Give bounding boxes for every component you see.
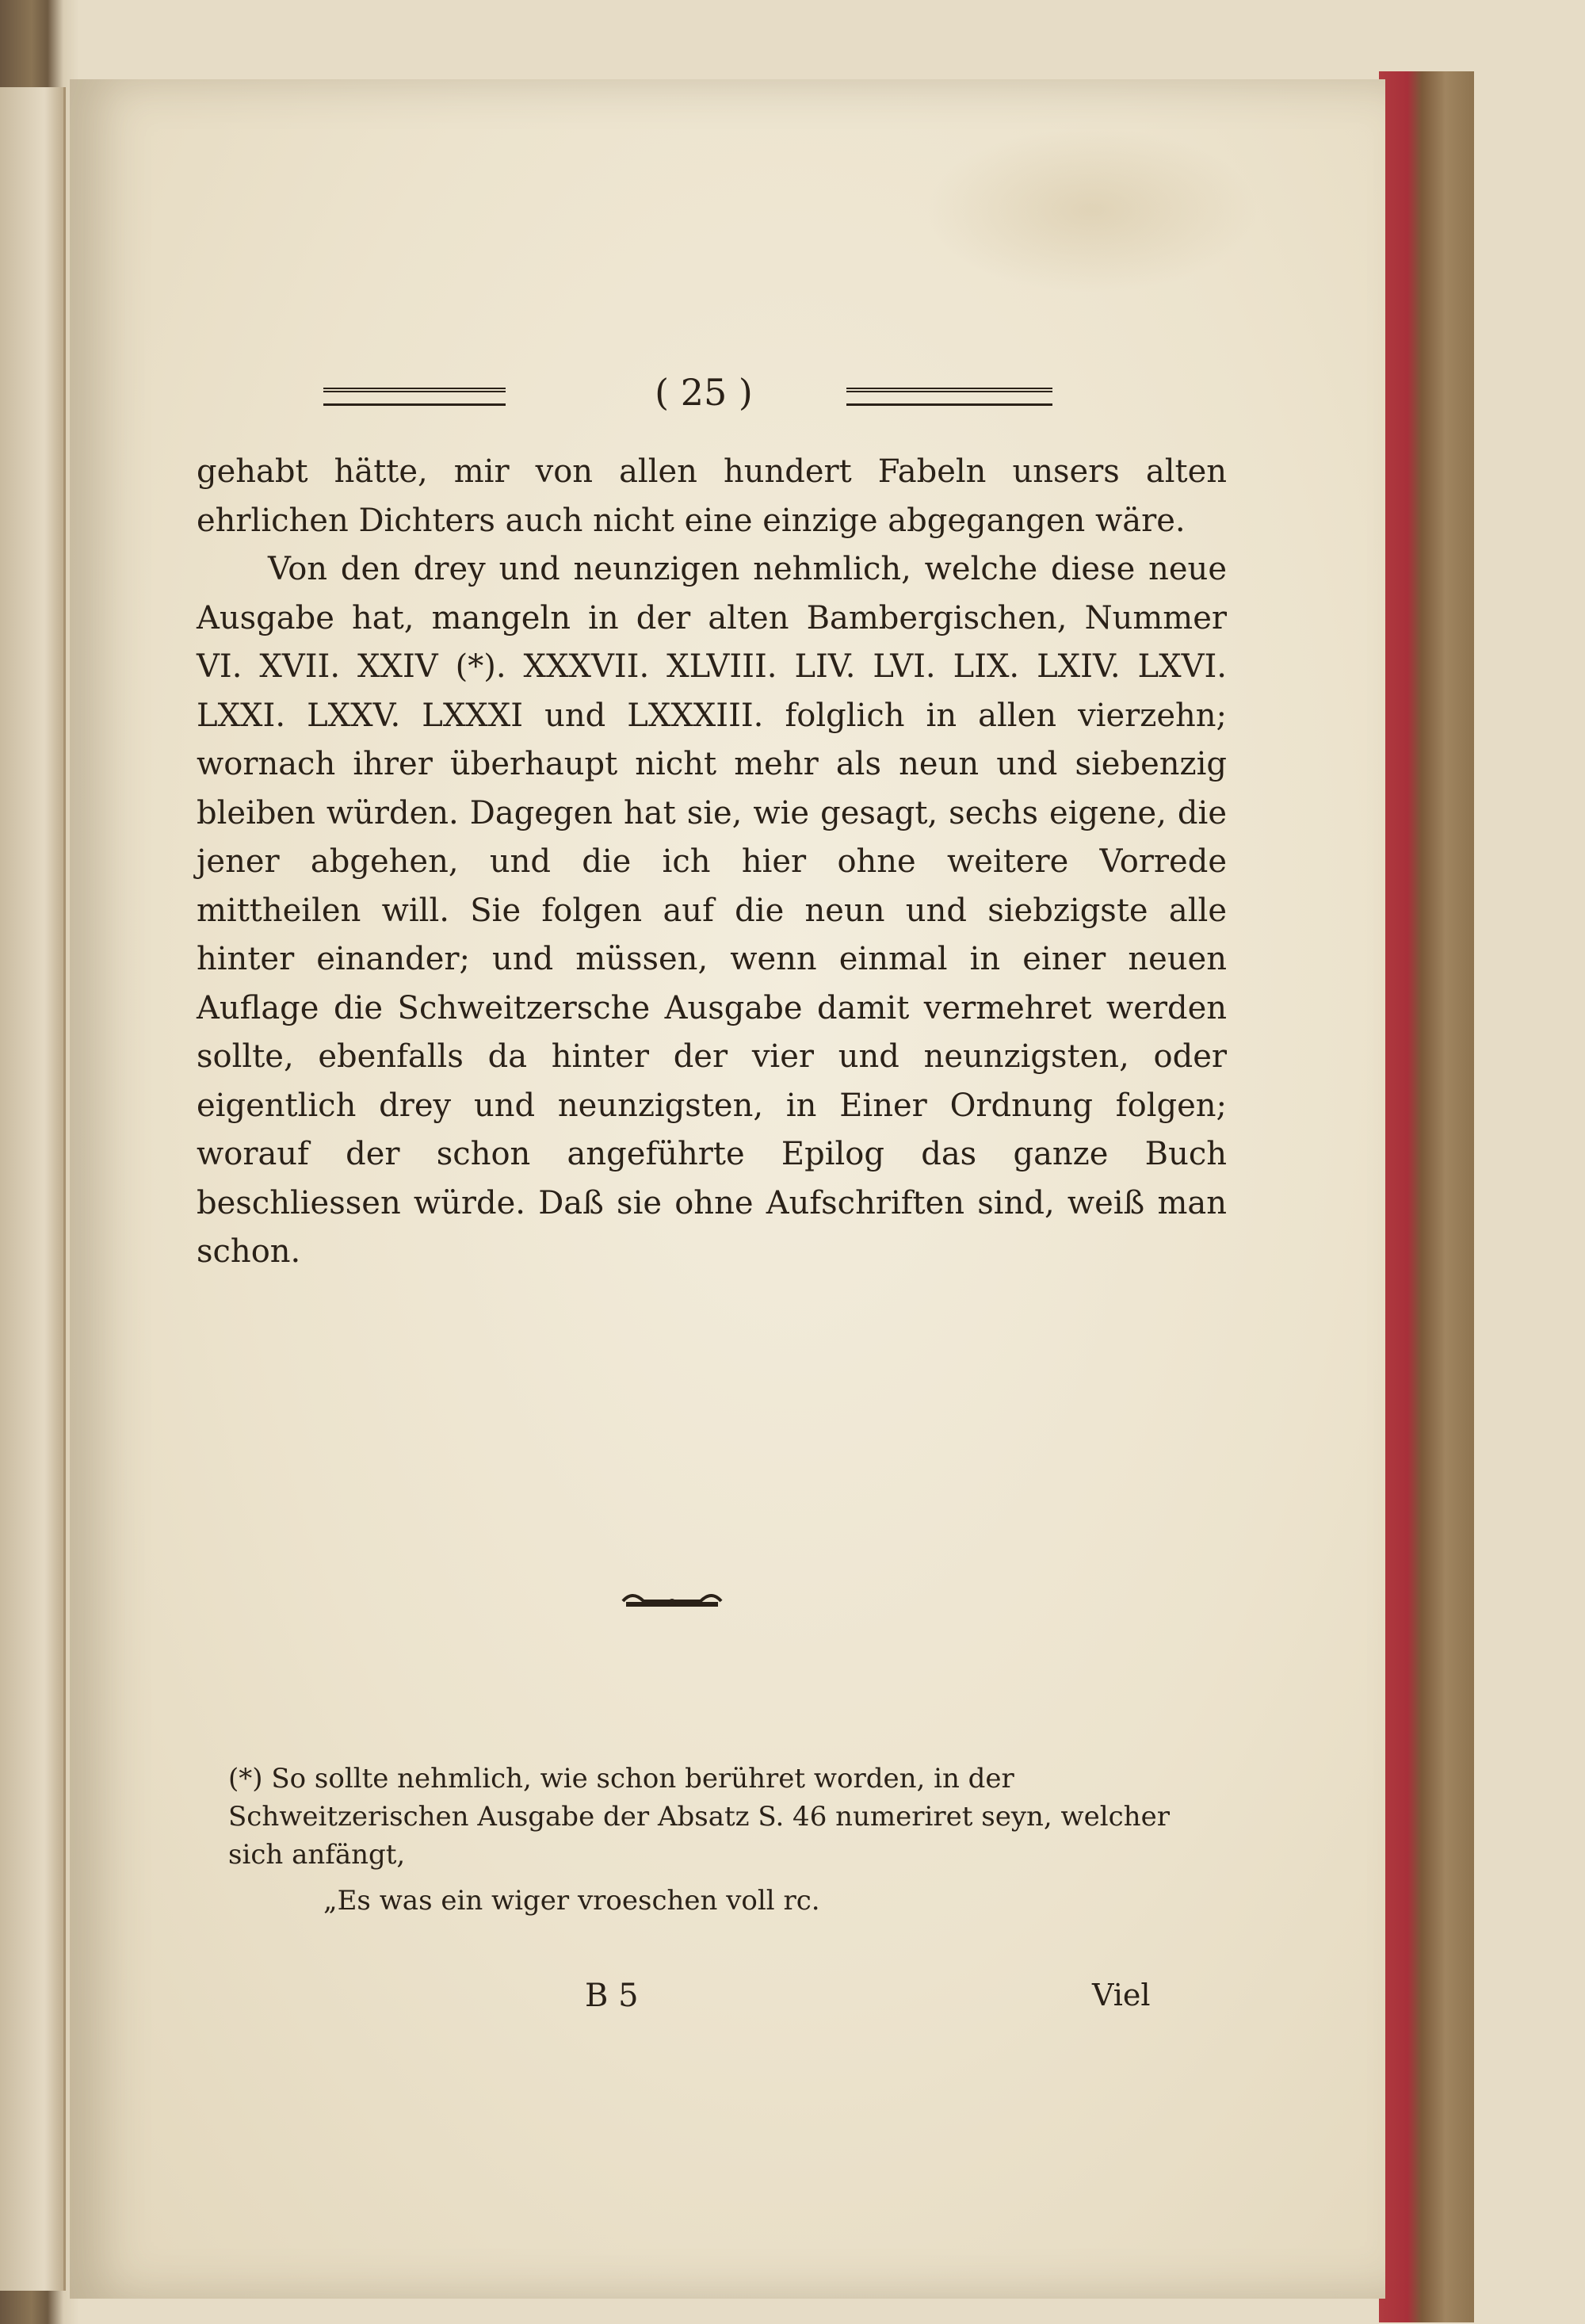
- page-header: [323, 369, 1100, 416]
- book-page: [70, 79, 1385, 2299]
- footnote-quote: „Es was ein wiger vroeschen voll rc.: [323, 1885, 820, 1917]
- body-text: [197, 448, 1227, 1277]
- header-rule-right: [846, 388, 1052, 406]
- footnote-text: (*) So sollte nehmlich, wie schon berühret worden, in der Schweitzerischen Ausgabe der Absatz S. 46 numeriret seyn, welcher sich anfängt,: [228, 1763, 1170, 1871]
- left-page-edge: [0, 87, 66, 2291]
- paragraph-continuation: gehabt hätte, mir von allen hundert Fabeln unsers alten ehrlichen Dichters auch nicht eine einzige abgegangen wäre.: [197, 453, 1227, 539]
- footnote: [228, 1760, 1227, 1920]
- catchword: Viel: [1092, 1978, 1151, 2012]
- ornament-divider: [617, 1585, 728, 1617]
- paragraph-main: Von den drey und neunzigen nehmlich, welche diese neue Ausgabe hat, mangeln in der alten Bambergischen, Nummer VI. XVII. XXIV (*). XXXVII. XLVIII. LIV. LVI. LIX. LXIV. LXVI. LXXI. LXXV. LXXXI und LXXXIII. folglich in allen vierzehn; wornach ihrer überhaupt nicht mehr als neun und siebenzig bleiben würden. Dagegen hat sie, wie gesagt, sechs eigene, die jener abgehen, und die ich hier ohne weitere Vorrede mittheilen will. Sie folgen auf die neun und siebzigste alle hinter einander; und müssen, wenn einmal in einer neuen Auflage die Schweitzersche Ausgabe damit vermehret werden sollte, ebenfalls da hinter der vier und neunzigsten, oder eigentlich drey und neunzigsten, in Einer Ordnung folgen; worauf der schon angeführte Epilog das ganze Buch beschliessen würde. Daß sie ohne Aufschriften sind, weiß man schon.: [197, 551, 1227, 1270]
- paper-stain: [926, 127, 1258, 293]
- header-rule-left: [323, 388, 506, 406]
- signature-mark: B 5: [585, 1978, 639, 2014]
- book-cover-edge: [1379, 71, 1474, 2322]
- page-number: ( 25 ): [655, 371, 753, 414]
